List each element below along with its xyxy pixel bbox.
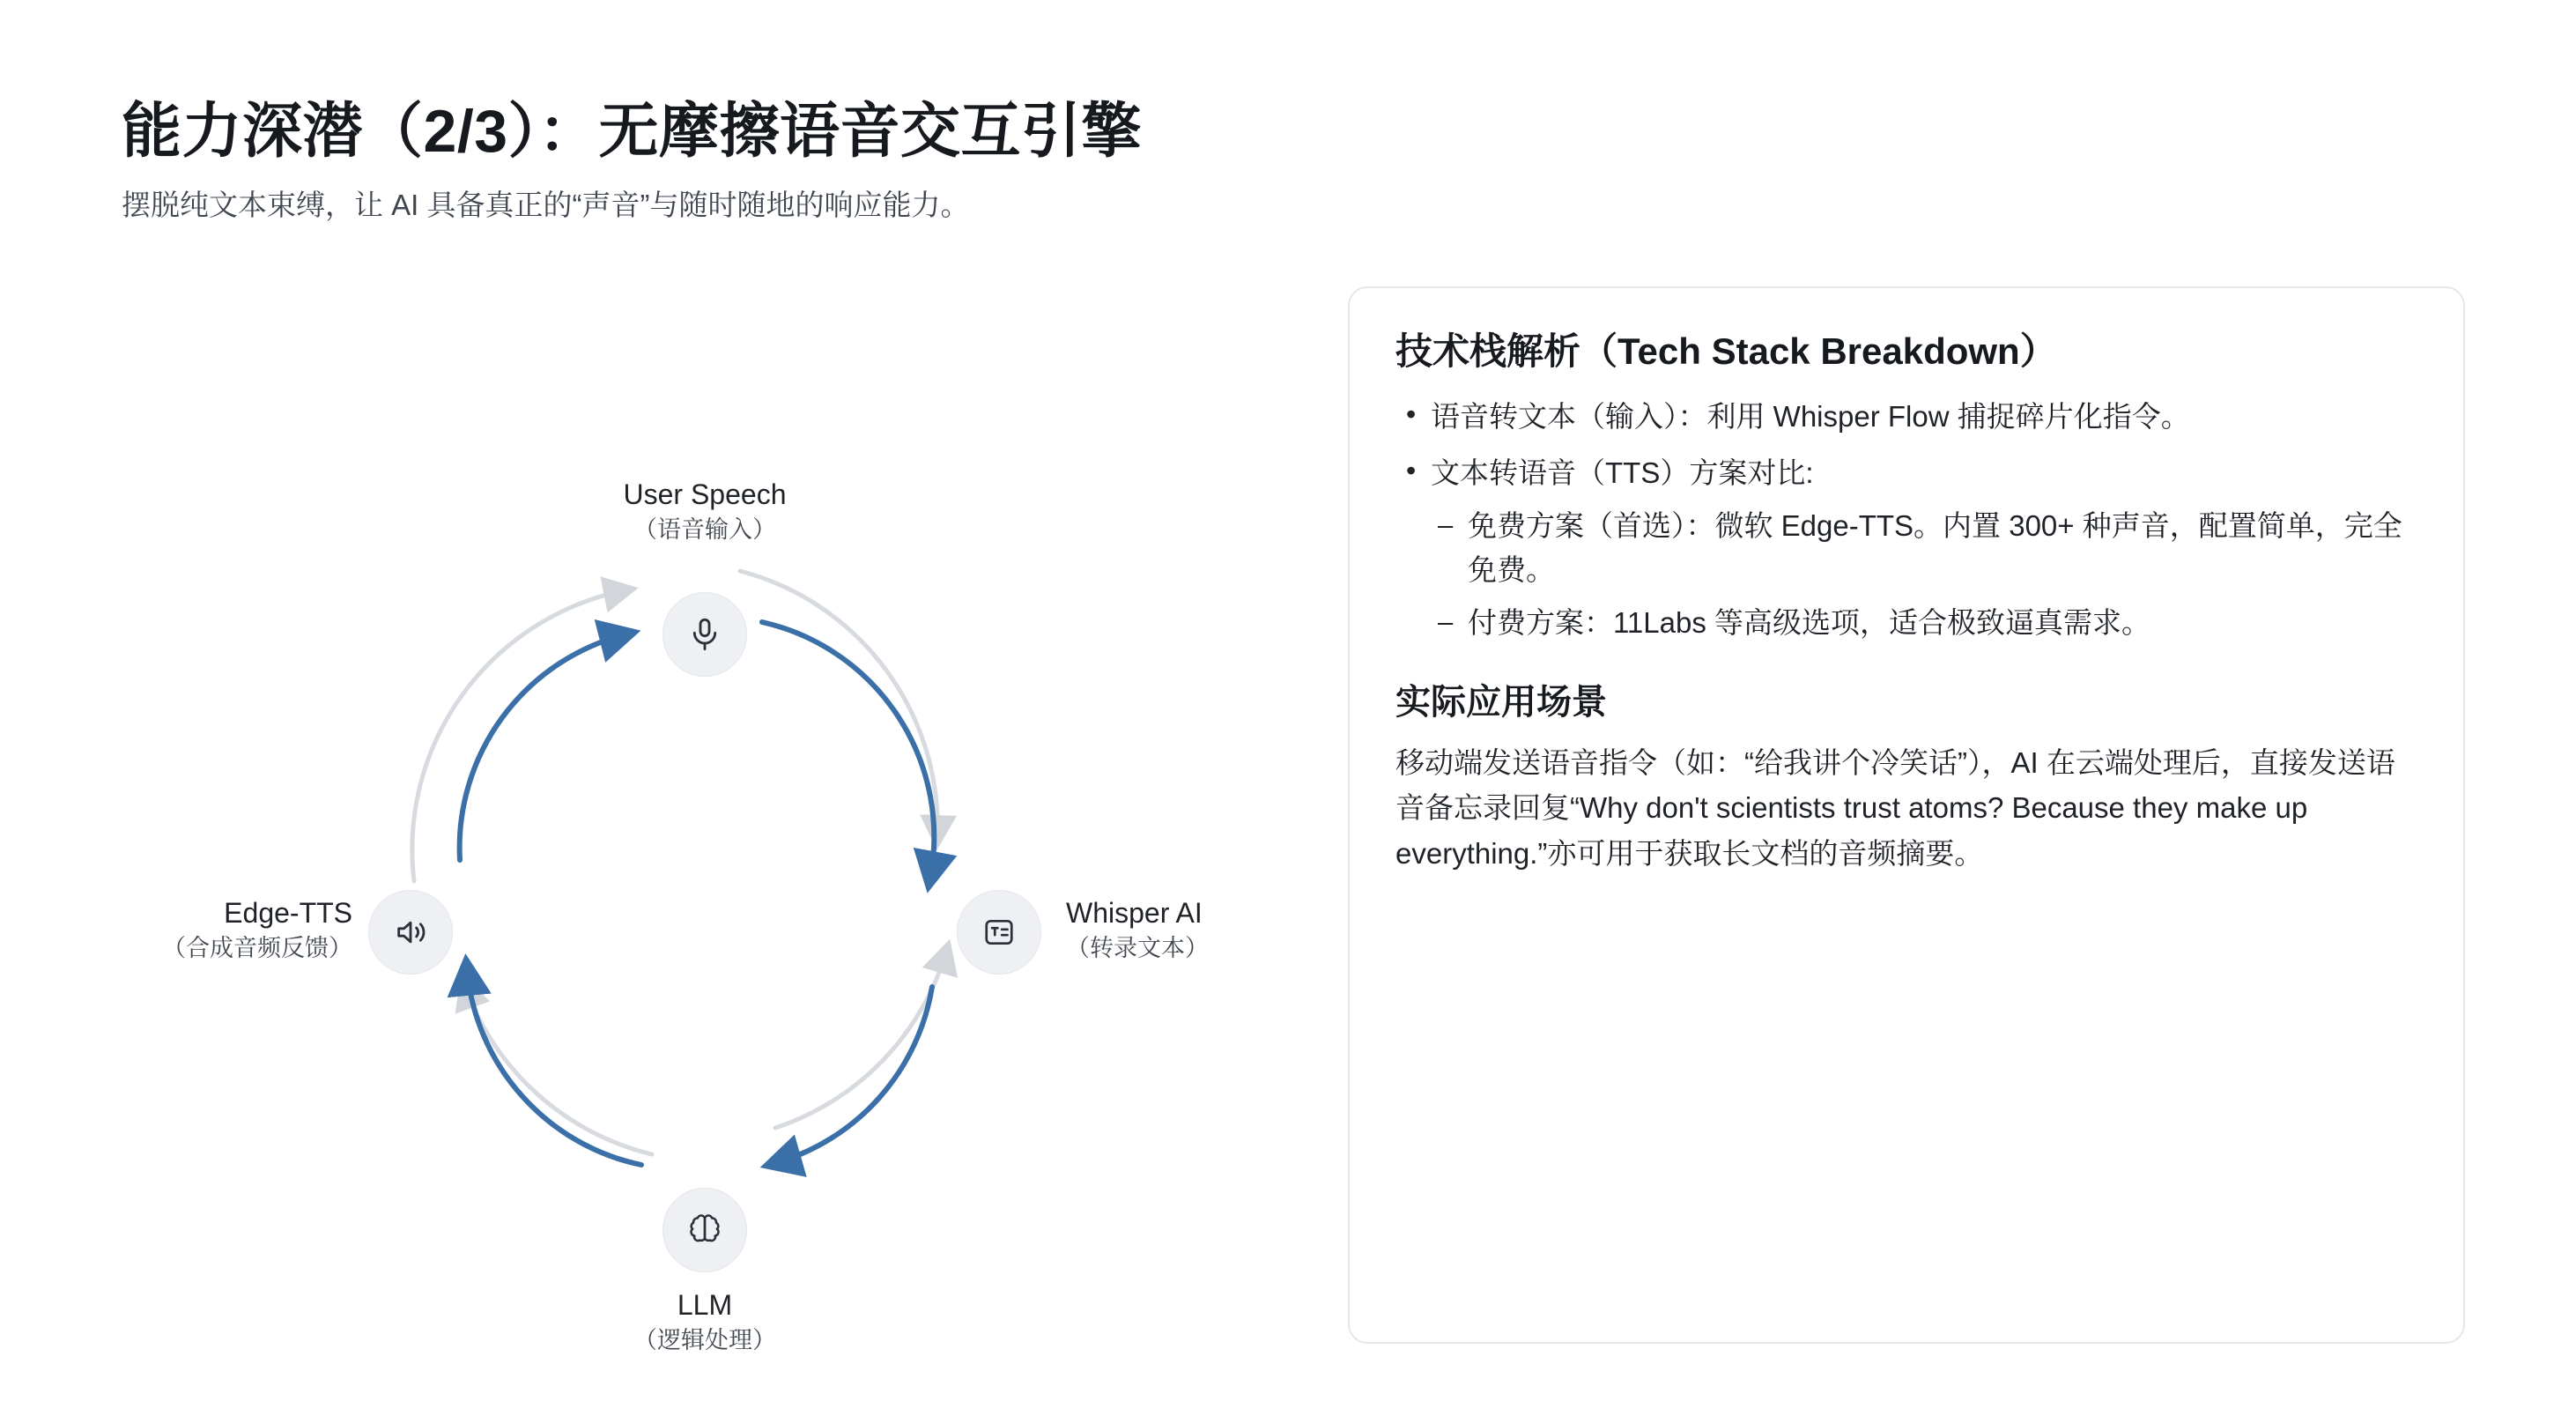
page-title: 能力深潜（2/3）：无摩擦语音交互引擎	[122, 98, 1143, 165]
cycle-container	[162, 458, 1209, 1354]
use-case-heading: 实际应用场景	[1395, 683, 1607, 723]
node-user-speech[interactable]	[663, 592, 747, 677]
sub-bullet-text: 付费方案：11Labs 等高级选项，适合极致逼真需求。	[1468, 606, 2150, 640]
use-case-text: 移动端发送语音指令（如：“给我讲个冷笑话”），AI 在云端处理后，直接发送语音备忘录回复“Why don't scientists trust atoms? Because they make up everything.”亦可用于获取长文档的音频摘要。	[1395, 746, 2395, 870]
slide-header	[122, 97, 1884, 226]
label-whisper-ai-sub: （转录文本）	[1066, 935, 1209, 962]
label-whisper-ai-main: Whisper AI	[1066, 897, 1203, 929]
tech-stack-heading: 技术栈解析（Tech Stack Breakdown）	[1395, 330, 2057, 372]
page-subtitle: 摆脱纯文本束缚，让 AI 具备真正的“声音”与随时随地的响应能力。	[122, 189, 970, 222]
list-item	[1395, 451, 2417, 646]
label-user-speech-sub: （语音输入）	[633, 516, 776, 544]
label-edge-tts	[70, 894, 352, 965]
speaker-icon	[393, 915, 428, 950]
bullet-text: 文本转语音（TTS）方案对比:	[1431, 456, 1814, 489]
tts-comparison-sublist	[1431, 504, 2417, 645]
label-user-speech	[529, 476, 881, 546]
list-item	[1431, 601, 2417, 645]
tech-stack-bullets	[1395, 395, 2417, 646]
label-user-speech-main: User Speech	[623, 478, 787, 510]
bullet-text: 语音转文本（输入）：利用 Whisper Flow 捕捉碎片化指令。	[1431, 399, 2190, 433]
microphone-icon	[687, 617, 722, 652]
label-edge-tts-sub: （合成音频反馈）	[162, 935, 352, 962]
label-llm-sub: （逻辑处理）	[633, 1327, 776, 1354]
transcript-icon	[982, 915, 1016, 949]
label-llm	[529, 1286, 881, 1357]
label-edge-tts-main: Edge-TTS	[224, 897, 352, 929]
node-whisper-ai[interactable]	[957, 890, 1041, 975]
cycle-arrows	[361, 458, 1048, 1190]
tech-stack-panel	[1348, 286, 2465, 1344]
label-llm-main: LLM	[677, 1289, 733, 1321]
voice-cycle-diagram	[106, 344, 1321, 1354]
node-edge-tts[interactable]	[368, 890, 453, 975]
list-item	[1395, 395, 2417, 439]
brain-icon	[687, 1212, 722, 1248]
list-item	[1431, 504, 2417, 592]
node-llm[interactable]	[663, 1188, 747, 1272]
sub-bullet-text: 免费方案（首选）：微软 Edge-TTS。内置 300+ 种声音，配置简单，完全免费。	[1468, 508, 2402, 586]
